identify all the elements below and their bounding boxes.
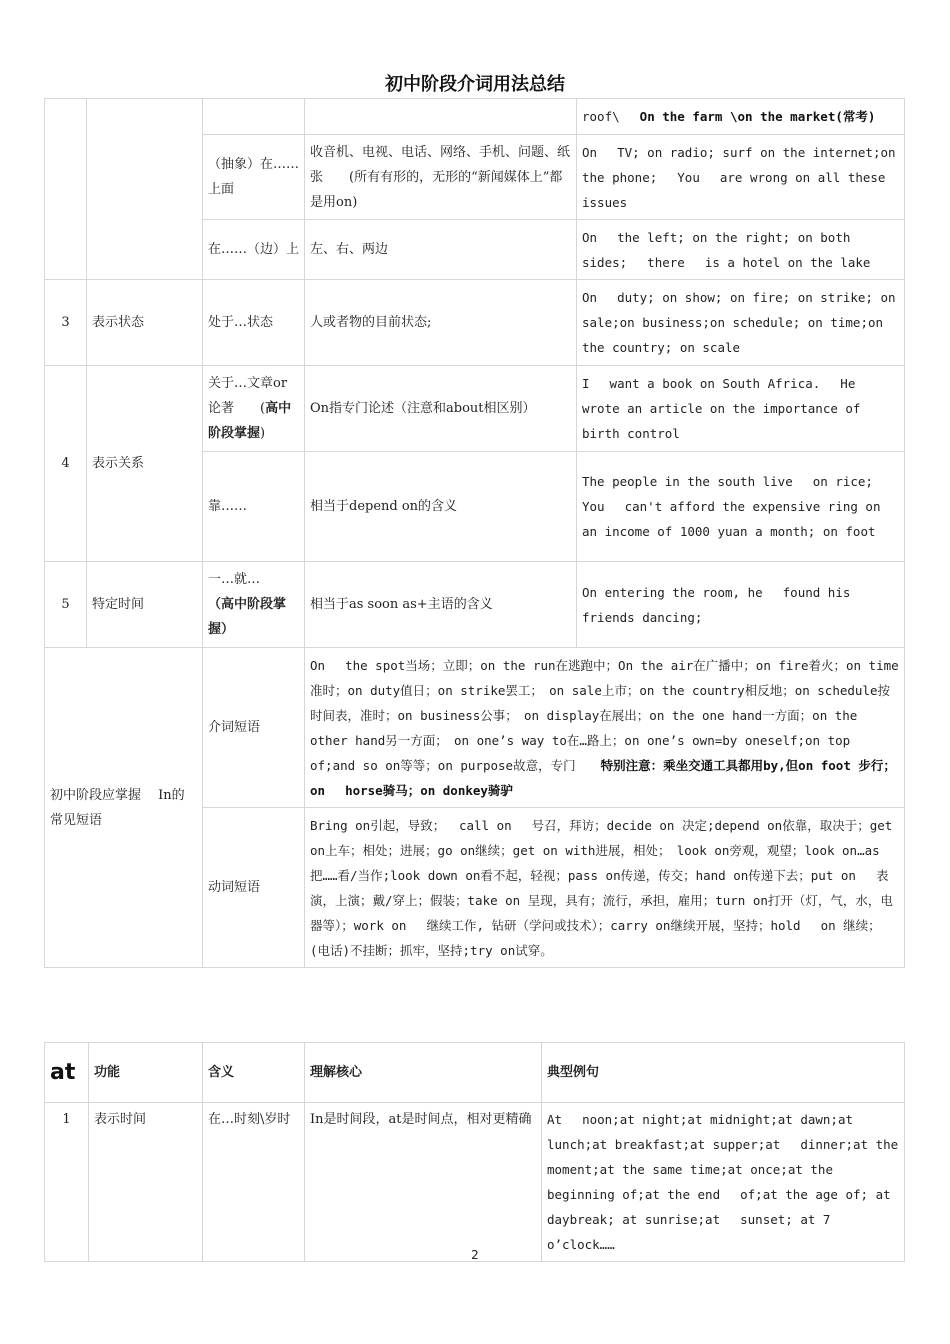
phrase-type-cell: 动词短语 [203, 808, 305, 968]
function-cell: 表示时间 [89, 1103, 203, 1262]
table-header-row [45, 1043, 905, 1103]
meaning-cell: 在…时刻\岁时 [203, 1103, 305, 1262]
core-cell: 左、右、两边 [305, 220, 577, 280]
index-cell: 3 [45, 280, 87, 366]
meaning-cell: 一…就… （高中阶段掌握） [203, 562, 305, 648]
core-cell: 收音机、电视、电话、网络、手机、问题、纸张 (所有有形的，无形的“新闻媒体上”都是用on) [305, 135, 577, 220]
index-cell: 1 [45, 1103, 89, 1262]
index-cell: 4 [45, 366, 87, 562]
example-cell: On duty; on show; on fire; on strike; on sale;on business;on schedule; on time;on the country; on scale [577, 280, 905, 366]
header-example: 典型例句 [542, 1043, 905, 1103]
core-cell: 相当于as soon as+主语的含义 [305, 562, 577, 648]
meaning-cell: 关于…文章or论著 (高中阶段掌握) [203, 366, 305, 452]
function-cell: 表示状态 [87, 280, 203, 366]
core-cell: On指专门论述（注意和about相区别） [305, 366, 577, 452]
example-cell: roof\ On the farm \on the market(常考) [577, 99, 905, 135]
table-row [45, 280, 905, 366]
phrase-type-cell: 介词短语 [203, 648, 305, 808]
example-cell: At noon;at night;at midnight;at dawn;at lunch;at breakfast;at supper;at dinner;at the moment;at the same time;at once;at the beginning of;at the end of;at the age of; at daybreak; at sunrise;at sunset; at 7 o’clock…… [542, 1103, 905, 1262]
table-row [45, 1103, 905, 1262]
on-usage-table [44, 98, 905, 968]
function-cell: 表示关系 [87, 366, 203, 562]
example-cell: I want a book on South Africa. He wrote an article on the importance of birth control [577, 366, 905, 452]
example-cell: The people in the south live on rice; You can't afford the expensive ring on an income of 1000 yuan a month; on foot [577, 452, 905, 562]
meaning-cell: 在……（边）上 [203, 220, 305, 280]
example-cell: On entering the room, he found his friends dancing; [577, 562, 905, 648]
at-header: at [45, 1043, 89, 1103]
header-function: 功能 [89, 1043, 203, 1103]
table-row [45, 366, 905, 452]
meaning-cell: （抽象）在……上面 [203, 135, 305, 220]
example-cell: On the left; on the right; on both sides; there is a hotel on the lake [577, 220, 905, 280]
core-cell: 相当于depend on的含义 [305, 452, 577, 562]
phrase-list-cell: Bring on引起，导致； call on 号召，拜访；decide on 决定;depend on依靠，取决于；get on上车；相处；进展；go on继续；get on with进展，相处； look on旁观，观望；look on…as把……看/当作;look down on看不起，轻视；pass on传递，传交；hand on传递下去；put on 表演，上演；戴/穿上；假装；take on 呈现，具有；流行，承担，雇用；turn on打开（灯，气，水，电器等）；work on 继续工作, 钻研（学问或技术）；carry on继续开展，坚持；hold on 继续；(电话)不挂断；抓牢，坚持;try on试穿。 [305, 808, 905, 968]
header-meaning: 含义 [203, 1043, 305, 1103]
phrase-list-cell: On the spot当场；立即；on the run在逃跑中；On the air在广播中；on fire着火；on time准时；on duty值日；on strike罢工； on sale上市；on the country相反地；on schedule按时间表，准时；on business公事； on display在展出；on the one hand一方面；on the other hand另一方面； on one’s way to在…路上；on one’s own=by oneself;on top of;and so on等等；on purpose故意，专门 特别注意：乘坐交通工具都用by,但on foot 步行；on horse骑马；on donkey骑驴 [305, 648, 905, 808]
core-cell: In是时间段，at是时间点，相对更精确 [305, 1103, 542, 1262]
phrases-heading-cell: 初中阶段应掌握 In的常见短语 [45, 648, 203, 968]
meaning-cell: 靠…… [203, 452, 305, 562]
table-row [45, 648, 905, 808]
index-cell: 5 [45, 562, 87, 648]
meaning-cell: 处于…状态 [203, 280, 305, 366]
table-row [45, 99, 905, 135]
function-cell: 特定时间 [87, 562, 203, 648]
page-title: 初中阶段介词用法总结 [385, 74, 565, 95]
header-core: 理解核心 [305, 1043, 542, 1103]
page-number: 2 [471, 1248, 479, 1262]
core-cell: 人或者物的目前状态; [305, 280, 577, 366]
at-usage-table [44, 1042, 905, 1262]
table-row [45, 562, 905, 648]
example-cell: On TV; on radio; surf on the internet;on the phone; You are wrong on all these issues [577, 135, 905, 220]
